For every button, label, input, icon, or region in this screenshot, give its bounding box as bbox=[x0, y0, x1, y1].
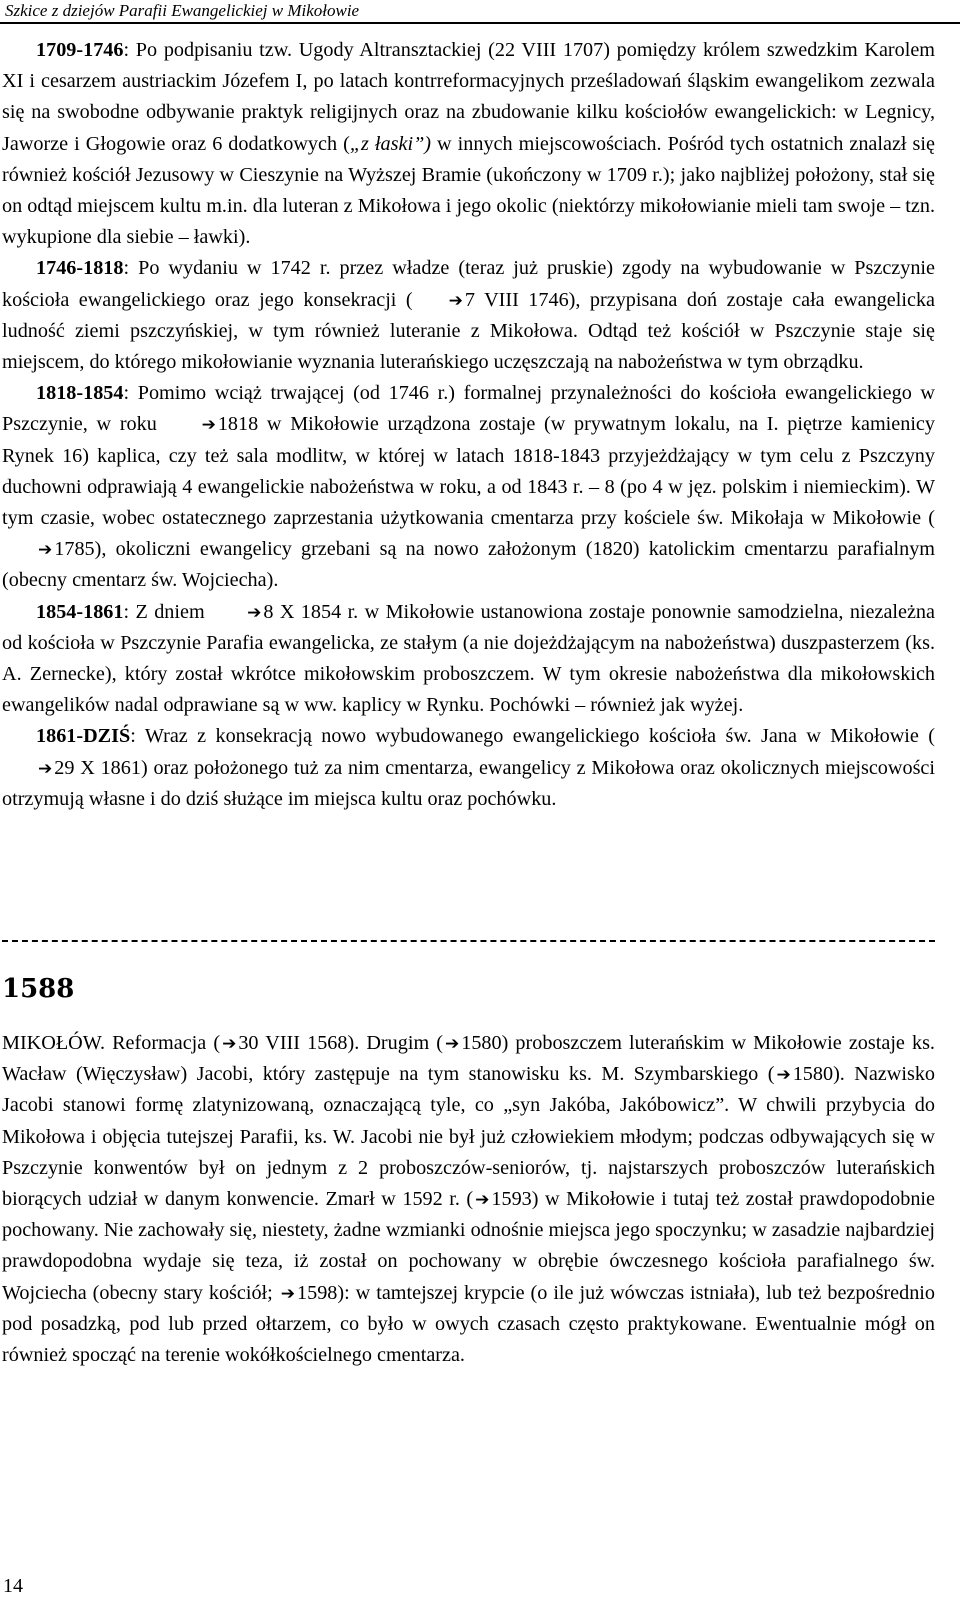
section-text bbox=[2, 1028, 935, 1371]
chronology-paragraph bbox=[2, 597, 935, 722]
chronology-paragraph bbox=[2, 253, 935, 378]
text-run: : Po wydaniu w 1742 r. przez władze (teraz już pruskie) zgody na wybudowanie w Pszczynie kościoła ewangelickiego oraz jego konsekracji ( bbox=[2, 257, 935, 311]
text-run: 1593) w Mikołowie i tutaj też został prawdopodobnie pochowany. Nie zachowały się, niestety, żadne wzmianki odnośnie miejsca jego spoczynku; w zasadzie najbardziej prawdopodobna wydaje się teza, iż został on pochowany w obrębie ówczesnego kościoła parafialnego św. Wojciecha (obecny stary kościół; bbox=[2, 1188, 935, 1304]
text-run: 29 X 1861) oraz położonego tuż za nim cmentarza, ewangelicy z Mikołowa oraz okolicznych miejscowości otrzymują własne i do dziś służące im miejsca kultu oraz pochówku. bbox=[2, 756, 935, 810]
text-run: : Wraz z konsekracją nowo wybudowanego ewangelickiego kościoła św. Jana w Mikołowie ( bbox=[130, 725, 935, 748]
text-run: : Pomimo wciąż trwającej (od 1746 r.) formalnej przynależności do kościoła ewangelickiego w Pszczynie, w roku bbox=[2, 382, 935, 436]
text-run: 1580). Nazwisko Jacobi stanowi formę zlatynizowaną, oznaczającą tyle, co „syn Jakóba, Jakóbowicz”. W chwili przybycia do Mikołowa i objęcia tutejszej Parafii, ks. W. Jacobi nie był już człowiekiem młodym; podczas odbywających się w Pszczynie konwentów był on jednym z 2 proboszczów-seniorów, tj. najstarszych proboszczów luterańskich biorących udział w danym konwencie. Zmarł w 1592 r. ( bbox=[2, 1063, 936, 1211]
period-label: 1746-1818 bbox=[36, 257, 124, 280]
arrow-icon: ➔ bbox=[448, 290, 463, 311]
arrow-icon: ➔ bbox=[38, 540, 53, 561]
chronology-paragraph bbox=[2, 721, 935, 815]
text-run: : Z dniem bbox=[123, 600, 212, 623]
period-label: 1861-DZIŚ bbox=[36, 725, 131, 748]
period-label: 1709-1746 bbox=[36, 39, 124, 61]
chronology-paragraph bbox=[2, 35, 935, 253]
page-number: 14 bbox=[3, 1575, 23, 1597]
text-run: 1580) proboszczem luterańskim w Mikołowie zostaje ks. Wacław (Więczysław) Jacobi, który zastępuje na tym stanowisku ks. M. Szymbarskiego ( bbox=[2, 1032, 935, 1086]
running-header: Szkice z dziejów Parafii Ewangelickiej w Mikołowie bbox=[5, 1, 360, 20]
text-run: w innych miejscowościach. Pośród tych ostatnich znalazł się również kościół Jezusowy w Cieszynie na Wyższej Bramie (ukończony w 1709 r.); jako najbliżej położony, stał się on odtąd miejscem kultu m.in. dla luteran z Mikołowa i jego okolic (niektórzy mikołowianie mieli tam swoje – tzn. wykupione dla siebie – ławki). bbox=[2, 132, 935, 249]
header-rule bbox=[0, 22, 960, 24]
arrow-icon: ➔ bbox=[201, 415, 216, 436]
arrow-icon: ➔ bbox=[222, 1034, 237, 1054]
arrow-icon: ➔ bbox=[444, 1034, 460, 1054]
arrow-icon: ➔ bbox=[247, 602, 262, 623]
year-heading: 1588 bbox=[2, 974, 75, 1004]
arrow-icon: ➔ bbox=[38, 758, 53, 779]
text-run: : Po podpisaniu tzw. Ugody Altransztackiej (22 VIII 1707) pomiędzy królem szwedzkim Karolem XI i cesarzem austriackim Józefem I, po latach kontrreformacyjnych prześladowań śląskim ewangelikom zezwala się na swobodne odbywanie praktyk religijnych oraz na zbudowanie kilku kościołów ewangelickich: w Legnicy, Jaworze i Głogowie oraz 6 dodatkowych ( bbox=[2, 39, 935, 155]
arrow-icon: ➔ bbox=[776, 1065, 791, 1086]
text-run: MIKOŁÓW. Reformacja ( bbox=[2, 1032, 221, 1054]
arrow-icon: ➔ bbox=[280, 1283, 295, 1304]
chronology-paragraph bbox=[2, 378, 935, 596]
body-text bbox=[2, 35, 935, 815]
text-run: 1785), okoliczni ewangelicy grzebani są na nowo założonym (1820) katolickim cmentarzu parafialnym (obecny cmentarz św. Wojciecha). bbox=[2, 538, 935, 592]
text-run: „z łaski”) bbox=[349, 132, 432, 155]
period-label: 1818-1854 bbox=[36, 382, 124, 405]
text-run: 1598): w tamtejszej krypcie (o ile już wówczas istniała), lub też bezpośrednio pod posadzką, pod lub przed ołtarzem, co było w owych czasach często praktykowane. Ewentualnie mógł on również spocząć na terenie wokółkościelnego cmentarza. bbox=[2, 1281, 935, 1367]
text-run: 7 VIII 1746), przypisana doń zostaje cała ewangelicka ludność ziemi pszczyńskiej, w tym również luteranie z Mikołowa. Odtąd też kościół w Pszczynie staje się miejscem, do którego mikołowianie wyznania luterańskiego uczęszczają na nabożeństwa w tym obrządku. bbox=[2, 288, 935, 374]
text-run: 8 X 1854 r. w Mikołowie ustanowiona zostaje ponownie samodzielna, niezależna od kościoła w Pszczynie Parafia ewangelicka, ze stałym (a nie dojeżdżającym na nabożeństwa) duszpasterzem (ks. A. Zernecke), który został wkrótce mikołowskim proboszczem. W tym okresie nabożeństwa dla mikołowskich ewangelików nadal odprawiane są w ww. kaplicy w Rynku. Pochówki – również jak wyżej. bbox=[2, 600, 935, 717]
section-paragraph bbox=[2, 1028, 935, 1371]
period-label: 1854-1861 bbox=[36, 600, 124, 623]
arrow-icon: ➔ bbox=[475, 1190, 490, 1211]
text-run: 1818 w Mikołowie urządzona zostaje (w prywatnym lokalu, na I. piętrze kamienicy Rynek 16) kaplica, czy też sala modlitw, w której w latach 1818-1843 przyjeżdżający w tym celu z Pszczyny duchowni odprawiają 4 ewangelickie nabożeństwa w roku, a od 1843 r. – 8 (po 4 w jęz. polskim i niemieckim). W tym czasie, wobec ostatecznego zaprzestania użytkowania cmentarza przy kościele św. Mikołaja w Mikołowie ( bbox=[2, 413, 935, 530]
text-run: 30 VIII 1568). Drugim ( bbox=[238, 1032, 443, 1054]
dashed-divider bbox=[2, 940, 935, 942]
